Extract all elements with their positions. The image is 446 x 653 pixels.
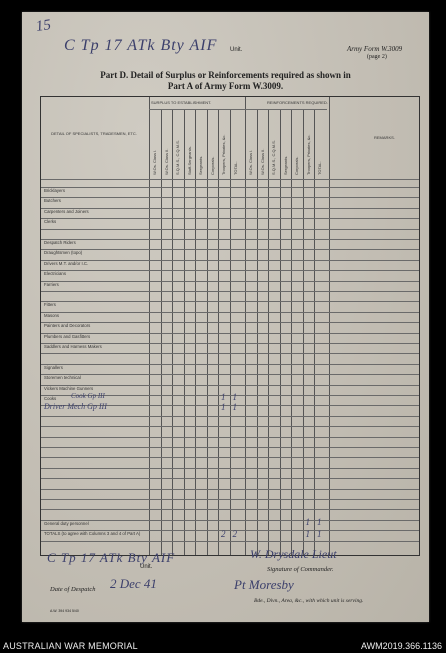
handwritten-date: 2 Dec 41 — [110, 576, 157, 591]
row-label: Clerks — [44, 219, 57, 225]
surplus-subcol-header: Corporals. — [209, 156, 215, 175]
row-label: Painters and Decorators — [44, 323, 91, 329]
row-rule — [41, 520, 419, 521]
row-rule — [41, 385, 419, 386]
surplus-subcol-header: Troopers, Privates, &c. — [221, 134, 226, 175]
heading-line-2: Part A of Army Form W.3009. — [167, 81, 284, 91]
surplus-subcol-header: W.Os. Class I. — [152, 149, 157, 175]
row-rule — [41, 291, 419, 292]
divider-detail — [149, 97, 150, 555]
row-rule — [41, 468, 419, 469]
row-label: Drivers M.T. and/or I.C. — [44, 260, 89, 266]
col-detail-header: DETAIL OF SPECIALISTS, TRADESMEN, ETC. — [51, 131, 137, 136]
row-rule — [41, 499, 419, 500]
totals-label: TOTALS (to agree with Columns 3 and 4 of Part A) — [44, 531, 141, 537]
mark-driver-surplus: 1 — [221, 402, 226, 412]
footer-credit: AUSTRALIAN WAR MEMORIAL — [3, 641, 138, 651]
mark-total-reinf: 1 — [305, 529, 310, 540]
surplus-subcol-header: S.Q.M.S., C.Q.M.S. — [175, 140, 180, 175]
reinf-subcol-header: W.Os. Class I. — [248, 149, 253, 175]
handwritten-unit-bottom: C Tp 17 ATk Bty AIF — [47, 550, 176, 565]
mark-driver-total: 1 — [232, 402, 237, 412]
footer-accession: AWM2019.366.1136 — [360, 641, 442, 651]
row-label: Vickers Machine Gunners — [44, 385, 94, 391]
row-rule — [41, 229, 419, 230]
row-rule — [41, 374, 419, 375]
surplus-subcol-header: Sergeants. — [198, 155, 203, 175]
mark-gd-reinf: 1 — [305, 516, 310, 527]
surplus-subcol-header: Staff-Sergeants. — [186, 146, 192, 175]
row-rule — [41, 239, 419, 240]
row-rule — [41, 312, 419, 313]
reinf-subcol-header: S.Q.M.S., C.Q.M.S. — [271, 140, 276, 175]
row-label: Saddlers and Harness Makers — [44, 344, 102, 349]
mark-total-reinf-total: 1 — [317, 529, 322, 540]
row-rule — [41, 270, 419, 271]
col-reinf-header: REINFORCEMENTS REQUIRED. — [267, 100, 328, 105]
signature-label: Signature of Commander. — [267, 566, 334, 573]
row-rule — [41, 281, 419, 282]
unit-label: Unit. — [230, 47, 243, 53]
row-rule — [41, 187, 419, 188]
row-rule — [41, 197, 419, 198]
handwritten-unit-top: C Tp 17 ATk Bty AIF — [64, 37, 218, 54]
handwritten-number: 15 — [34, 17, 52, 35]
row-label: Despatch Riders — [44, 240, 76, 245]
row-rule — [41, 260, 419, 261]
row-rule — [41, 218, 419, 219]
reinf-subcol-header: Troopers, Privates, &c. — [305, 134, 311, 175]
hw-row-cook: Cook Gp III — [71, 392, 105, 400]
row-rule — [41, 416, 419, 417]
row-label: Masons — [44, 312, 60, 318]
form-title: Army Form W.3009 — [347, 45, 403, 53]
divider-remarks — [329, 97, 330, 555]
row-rule — [41, 364, 419, 365]
row-label: Cooks — [44, 396, 57, 401]
header-rule — [41, 179, 419, 180]
surplus-subcol-header: TOTAL. — [232, 161, 238, 175]
row-rule — [41, 489, 419, 490]
detail-table — [40, 96, 420, 556]
surplus-subcol-header: W.Os. Class II. — [163, 148, 169, 175]
reinf-subcol-header: TOTAL. — [317, 161, 322, 175]
row-rule — [41, 509, 419, 510]
row-label: Signallers — [44, 364, 63, 370]
row-label: Storemen technical — [44, 375, 81, 381]
row-rule — [41, 353, 419, 354]
mark-total-surplus: 2 — [221, 529, 226, 540]
row-rule — [41, 437, 419, 438]
row-rule — [41, 301, 419, 302]
row-rule — [41, 208, 419, 209]
row-label: Bricklayers — [44, 188, 66, 193]
row-rule — [41, 457, 419, 458]
row-rule — [41, 478, 419, 479]
handwritten-place: Pt Moresby — [234, 577, 294, 592]
row-label: Electricians — [44, 271, 66, 277]
row-rule — [41, 426, 419, 427]
row-rule — [41, 249, 419, 250]
mark-gd-total: 1 — [317, 516, 322, 527]
row-label: Fitters — [44, 302, 56, 308]
general-duty-label: General duty personnel — [44, 520, 89, 526]
col-remarks-header: REMARKS. — [374, 135, 395, 140]
col-surplus-header: SURPLUS TO ESTABLISHMENT. — [151, 100, 212, 105]
row-label: Plumbers and Gasfitters — [44, 333, 91, 339]
mark-total-surplus-total: 2 — [232, 529, 237, 540]
hw-row-driver: Driver Mech Gp III — [44, 402, 107, 411]
row-rule — [41, 541, 419, 542]
group-header-rule — [149, 109, 327, 110]
row-rule — [41, 333, 419, 334]
bde-label: Bde., Divn., Area, &c., with which unit is serving. — [254, 598, 364, 604]
despatch-label: Date of Despatch — [50, 586, 96, 593]
mark-cooks-total: 1 — [232, 392, 237, 402]
row-label: Carpenters and Joiners — [44, 208, 89, 214]
row-label: Butchers — [44, 198, 61, 204]
reinf-subcol-header: Corporals. — [294, 156, 299, 175]
unit-label-bottom: Unit. — [140, 564, 153, 570]
heading-line-1: Part D. Detail of Surplus or Reinforcements required as shown in — [100, 70, 351, 80]
row-label: Draughtsmen (topo) — [44, 250, 83, 256]
row-rule — [41, 322, 419, 323]
handwritten-signature: W. Drysdale Lieut — [250, 547, 337, 561]
row-label: Farriers — [44, 281, 59, 287]
form-paper — [22, 12, 429, 622]
divider-surplus — [245, 97, 246, 555]
print-code: A.W. 394 934 5/40 — [50, 609, 79, 613]
mark-cooks-surplus: 1 — [221, 392, 226, 402]
row-rule — [41, 447, 419, 448]
reinf-subcol-header: Sergeants. — [282, 155, 288, 175]
reinf-subcol-header: W.Os. Class II. — [259, 148, 265, 175]
form-page: (page 2) — [367, 54, 387, 60]
